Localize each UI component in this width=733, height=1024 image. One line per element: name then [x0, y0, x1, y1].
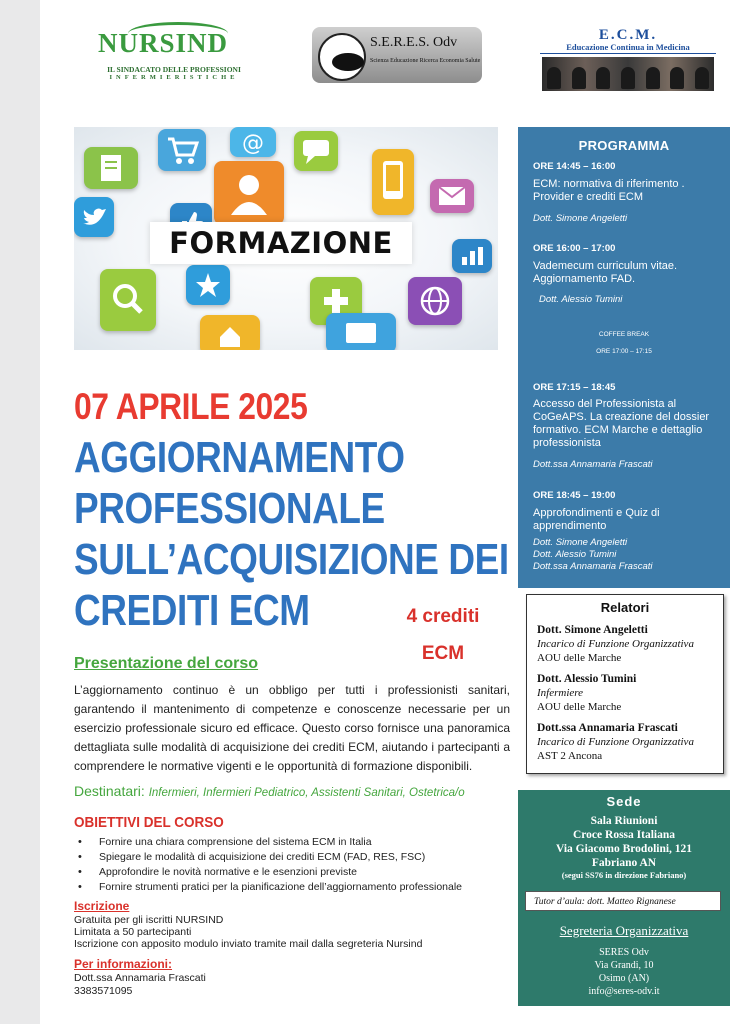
- presentation-heading: Presentazione del corso: [74, 655, 259, 672]
- program-title: PROGRAMMA: [578, 138, 670, 153]
- info-phone-link[interactable]: 3383571095: [74, 985, 133, 997]
- hero-image: [74, 127, 498, 350]
- shopping-cart-icon: [158, 129, 206, 171]
- list-item: • Approfondire le novità normative e le esenzioni previste: [78, 865, 462, 880]
- slot-speaker: Dott.ssa Annamaria Frascati: [533, 459, 653, 470]
- event-title-line-4: CREDITI ECM: [74, 586, 310, 635]
- seres-logo-name: S.E.R.E.S. Odv: [370, 35, 458, 50]
- info-heading: Per informazioni:: [74, 957, 173, 971]
- presentation-text: L’aggiornamento continuo è un obbligo per tutti i professionisti sanitari, garantendo il mantenimento di competenze e conoscenze necessarie per un esercizio professionale sicuro ed efficace. Questo corso fornisce una panoramica dettagliata sulle modalità di acquisizione dei crediti ECM, aiutando i partecipanti a comprendere le normative vigenti e le opportunità di formazione disponibili.: [74, 683, 510, 773]
- chart-icon: [452, 239, 492, 273]
- ecm-logo-figures: [542, 61, 714, 89]
- venue-panel: [518, 790, 730, 1006]
- speaker-role: Infermiere: [537, 687, 584, 699]
- venue-line: Via Giacomo Brodolini, 121: [555, 843, 693, 855]
- home-icon: [200, 315, 260, 350]
- slot-description: Accesso del Professionista al CoGeAPS. La creazione del dossier formativo. ECM Marche e dettaglio professionista: [533, 398, 710, 449]
- objectives-list: [78, 835, 462, 895]
- coffee-break-time: ORE 17:00 – 17:15: [596, 348, 652, 355]
- slot-speaker: Dott. Alessio Tumini: [533, 549, 617, 560]
- list-item: • Fornire una chiara comprensione del sistema ECM in Italia: [78, 835, 462, 850]
- user-profile-icon: [214, 161, 284, 225]
- registration-line: Gratuita per gli iscritti NURSIND: [74, 914, 224, 926]
- event-title-line-3: SULL’ACQUISIZIONE DEI: [74, 535, 509, 584]
- recipients: [74, 783, 465, 799]
- speaker-organization: AOU delle Marche: [537, 701, 622, 713]
- ecm-logo-subtitle: Educazione Continua in Medicina: [540, 42, 716, 54]
- speaker-role: Incarico di Funzione Organizzativa: [537, 638, 694, 650]
- list-item: • Fornire strumenti pratici per la pianificazione dell’aggiornamento professionale: [78, 880, 462, 895]
- secretariat-title: Segreteria Organizzativa: [559, 923, 689, 938]
- venue-line: Fabriano AN: [591, 857, 657, 869]
- document-icon: [84, 147, 138, 189]
- event-title-line-1: AGGIORNAMENTO: [74, 433, 405, 482]
- slot-description: ECM: normativa di riferimento . Provider e crediti ECM: [533, 178, 685, 203]
- globe-icon: [408, 277, 462, 325]
- slot-time: ORE 18:45 – 19:00: [533, 490, 616, 501]
- objectives-heading: OBIETTIVI DEL CORSO: [74, 814, 224, 831]
- chat-bubble-icon: [294, 131, 338, 171]
- registration-line: Limitata a 50 partecipanti: [74, 926, 192, 938]
- venue-line: Croce Rossa Italiana: [572, 829, 675, 841]
- slot-speaker: Dott.ssa Annamaria Frascati: [533, 561, 653, 572]
- twitter-icon: [74, 197, 114, 237]
- speaker-name: Dott. Alessio Tumini: [537, 673, 637, 685]
- seres-emblem-icon: [318, 33, 366, 81]
- star-icon: [186, 265, 230, 305]
- slot-speaker: Dott. Alessio Tumini: [539, 294, 623, 305]
- ecm-logo-title: E.C.M.: [598, 27, 658, 43]
- event-date: 07 APRILE 2025: [74, 386, 308, 427]
- magnifier-icon: [100, 269, 156, 331]
- slot-speaker: Dott. Simone Angeletti: [533, 537, 628, 548]
- slot-description: Approfondimenti e Quiz di apprendimento: [533, 507, 660, 532]
- nursind-logo: [88, 26, 260, 84]
- slot-description: Vademecum curriculum vitae. Aggiornamento FAD.: [533, 260, 678, 285]
- speakers-title: Relatori: [600, 600, 650, 615]
- speaker-organization: AOU delle Marche: [537, 652, 622, 664]
- speaker-role: Incarico di Funzione Organizzativa: [537, 736, 694, 748]
- venue-title: Sede: [606, 794, 642, 809]
- speaker-name: Dott. Simone Angeletti: [537, 624, 648, 636]
- speakers-box: [526, 594, 724, 774]
- tutor-box: Tutor d’aula: dott. Matteo Rignanese: [525, 891, 721, 911]
- mail-icon: [430, 179, 474, 213]
- nursind-logo-tagline: IL SINDACATO DELLE PROFESSIONI: [107, 65, 241, 74]
- coffee-break-label: COFFEE BREAK: [598, 331, 650, 338]
- at-sign-icon: [230, 127, 276, 157]
- nursind-logo-name: NURSIND: [98, 28, 229, 58]
- event-title-line-2: PROFESSIONALE: [74, 484, 385, 533]
- recipients-value: Infermieri, Infermieri Pediatrico, Assistenti Sanitari, Ostetrica/o: [148, 787, 465, 799]
- program-panel: [518, 127, 730, 588]
- svg-text:@: @: [242, 131, 264, 156]
- speaker-name: Dott.ssa Annamaria Frascati: [537, 722, 678, 734]
- nursind-logo-tagline-2: INFERMIERISTICHE: [109, 74, 239, 81]
- recipients-label: Destinatari:: [74, 783, 145, 799]
- credits-unit: ECM: [421, 643, 465, 664]
- credits-badge: [388, 598, 498, 672]
- slot-time: ORE 16:00 – 17:00: [533, 243, 616, 254]
- venue-line: Sala Riunioni: [590, 815, 658, 827]
- speaker-organization: AST 2 Ancona: [537, 750, 603, 762]
- flyer-page: [40, 0, 733, 1024]
- secretariat-line: SERES Odv: [599, 947, 649, 958]
- seres-logo-tagline: Scienza Educazione Ricerca Economia Salute: [370, 58, 481, 64]
- seres-logo: [312, 27, 482, 83]
- ecm-logo: [540, 27, 716, 91]
- registration-heading: Iscrizione: [74, 899, 130, 913]
- hero-word-formazione: FORMAZIONE: [150, 222, 412, 264]
- secretariat-email-link[interactable]: info@seres-odv.it: [588, 986, 660, 997]
- info-contact-name: Dott.ssa Annamaria Frascati: [74, 972, 206, 984]
- list-item: • Spiegare le modalità di acquisizione dei crediti ECM (FAD, RES, FSC): [78, 850, 462, 865]
- credits-count: 4 crediti: [406, 606, 480, 627]
- slot-time: ORE 14:45 – 16:00: [533, 161, 616, 172]
- registration-line: Iscrizione con apposito modulo inviato tramite mail dalla segreteria Nursind: [74, 938, 423, 950]
- slot-time: ORE 17:15 – 18:45: [533, 382, 616, 393]
- venue-directions: (segui SS76 in direzione Fabriano): [561, 870, 687, 880]
- slot-speaker: Dott. Simone Angeletti: [533, 213, 628, 224]
- contact-card-icon: [326, 313, 396, 350]
- secretariat-line: Via Grandi, 10: [594, 960, 654, 971]
- secretariat-line: Osimo (AN): [598, 973, 650, 984]
- mobile-phone-icon: [372, 149, 414, 215]
